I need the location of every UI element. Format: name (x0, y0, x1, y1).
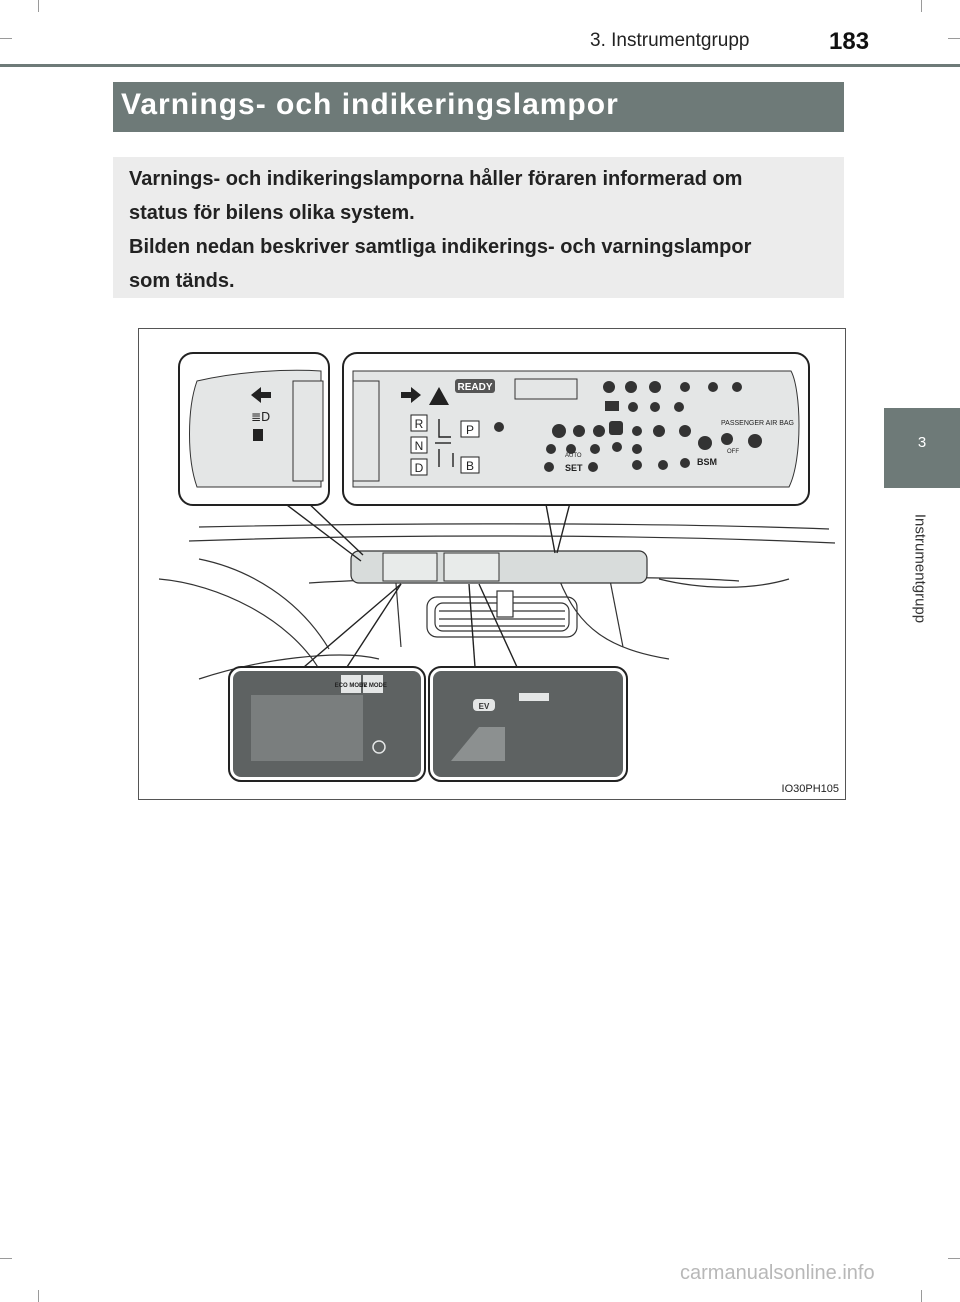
crop-mark (921, 1290, 922, 1302)
section-title-bar (113, 82, 844, 132)
intro-line: Bilden nedan beskriver samtliga indikerings- och varningslampor (129, 236, 752, 258)
passenger-air-bag-label: PASSENGER AIR BAG (721, 420, 795, 427)
instrument-cluster-figure (138, 328, 846, 800)
gear-n: N (414, 439, 424, 453)
chapter-number: 3 (917, 434, 927, 451)
section-title: Varnings- och indikeringslampor (121, 88, 619, 121)
gear-b: B (465, 459, 475, 473)
figure-code: IO30PH105 (781, 783, 839, 795)
crop-mark (38, 1290, 39, 1302)
crop-mark (948, 38, 960, 39)
off-label: OFF (727, 449, 739, 455)
auto-label: AUTO (565, 453, 582, 459)
intro-line: status för bilens olika system. (129, 202, 415, 224)
crop-mark (948, 1258, 960, 1259)
bsm-label: BSM (697, 457, 717, 467)
svg-text:≣D: ≣D (251, 410, 271, 424)
crop-mark (38, 0, 39, 12)
eco-mode-indicator: ECO MODE (334, 683, 368, 689)
gear-p: P (465, 423, 475, 437)
gear-d: D (414, 461, 424, 475)
ev-mode-indicator: EV MODE (359, 683, 387, 689)
intro-box (113, 157, 844, 298)
page-number: 183 (829, 28, 870, 55)
gear-r: R (414, 417, 424, 431)
crop-mark (921, 0, 922, 12)
section-header: 3. Instrumentgrupp (590, 30, 750, 51)
ready-indicator: READY (457, 382, 493, 393)
intro-line: Varnings- och indikeringslamporna håller föraren informerad om (129, 168, 743, 190)
intro-line: som tänds. (129, 270, 235, 292)
instrument-cluster-illustration (139, 329, 845, 799)
crop-mark (0, 1258, 12, 1259)
header-rule (0, 64, 960, 67)
ev-indicator: EV (478, 702, 490, 711)
set-label: SET (565, 463, 583, 473)
watermark: carmanualsonline.info (680, 1262, 875, 1284)
crop-mark (0, 38, 12, 39)
chapter-label: Instrumentgrupp (911, 513, 929, 624)
chapter-tab[interactable] (884, 408, 960, 488)
